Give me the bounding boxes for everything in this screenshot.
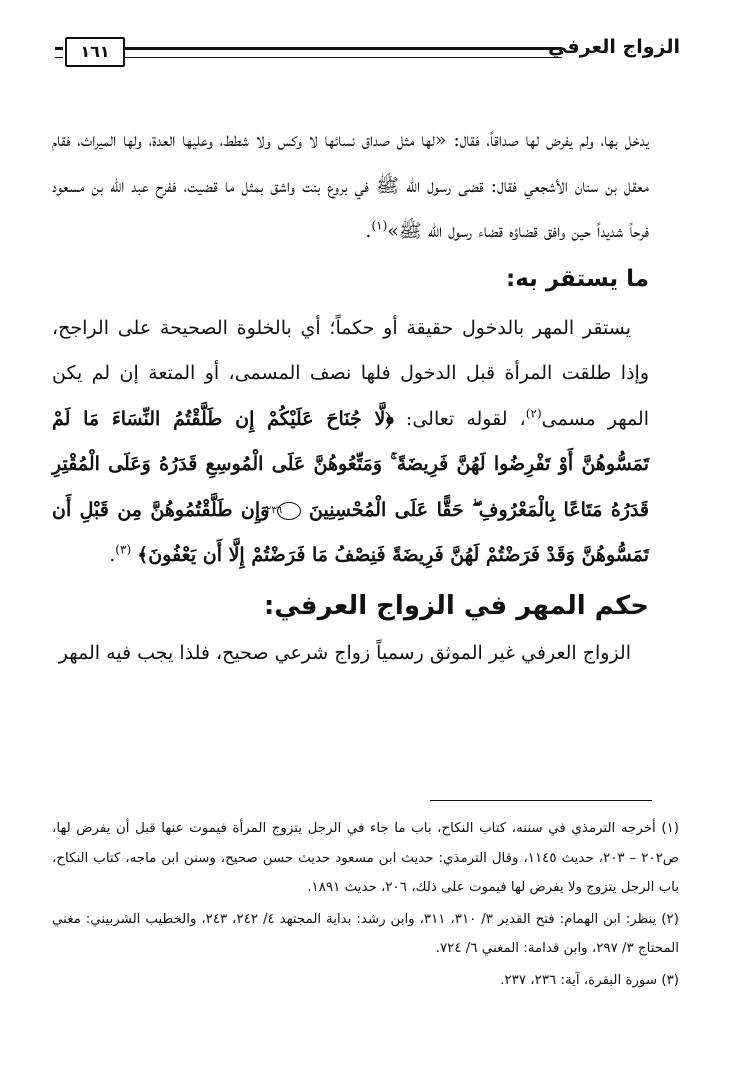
footnote-divider xyxy=(430,800,652,801)
paragraph-hadith: يدخل بها، ولم يفرض لها صداقاً، فقال: «لها مثل صداق نسائها لا وكس ولا شطط، وعليها العدة، ولها الميراث، فقام معقل بن سنان الأشجعي فقال: قضى رسول الله ﷺ في بروع بنت واشق بمثل ما قضيت، ففرح عبد الله بن مسعود فرحاً شديداً حين وافق قضاؤه قضاء رسول الله ﷺ»$^{(١)}$. xyxy=(52,129,649,242)
page-number: ١٦١ xyxy=(65,37,125,67)
footnote-3: (٣) سورة البقرة، آية: ٢٣٦، ٢٣٧. xyxy=(500,972,679,988)
header-rule xyxy=(123,47,562,58)
quran-verse-236: ﴿لَّا جُنَاحَ عَلَيْكُمْ إِن طَلَّقْتُمُ النِّسَاءَ مَا لَمْ تَمَسُّوهُنَّ أَوْ تَفْرِضُوا لَهُنَّ فَرِيضَةً ۚ وَمَتِّعُوهُنَّ عَلَى الْمُوسِعِ قَدَرُهُ وَعَلَى الْمُقْتِرِ قَدَرُهُ مَتَاعًا بِالْمَعْرُوفِ ۖ حَقًّا عَلَى الْمُحْسِنِينَ xyxy=(52,407,650,521)
running-header xyxy=(55,34,680,70)
paragraph-ruling: الزواج العرفي غير الموثق رسمياً زواج شرعي صحيح، فلذا يجب فيه المهر xyxy=(58,641,631,664)
footnote-ref-2[interactable]: (٢) xyxy=(525,406,542,421)
ayah-number-marker: ٢٣٦ xyxy=(277,502,301,520)
header-title: الزواج العرفي xyxy=(548,36,680,58)
quran-verse-237: وَإِن طَلَّقْتُمُوهُنَّ مِن قَبْلِ أَن تَمَسُّوهُنَّ وَقَدْ فَرَضْتُمْ لَهُنَّ فَرِيضَةً فَنِصْفُ مَا فَرَضْتُمْ إِلَّا أَن يَعْفُونَ﴾ xyxy=(52,498,649,566)
footnote-ref-3[interactable]: (٣) xyxy=(115,542,132,557)
paragraph-settlement: يستقر المهر بالدخول حقيقة أو حكماً؛ أي بالخلوة الصحيحة على الراجح، وإذا طلقت المرأة قبل الدخول فلها نصف المسمى، أو المتعة إن لم يكن المهر مسمى$^{(٢)}$، لقوله تعالى: ﴿لَّا جُنَاحَ عَلَيْكُمْ إِن طَلَّقْتُمُ النِّسَاءَ مَا لَمْ تَمَسُّوهُنَّ أَوْ تَفْرِضُوا لَهُنَّ فَرِيضَةً ۚ وَمَتِّعُوهُنَّ عَلَى الْمُوسِعِ قَدَرُهُ وَعَلَى الْمُقْتِرِ قَدَرُهُ مَتَاعًا بِالْمَعْرُوفِ ۖ حَقًّا عَلَى الْمُحْسِنِينَ ٢٣٦ وَإِن طَلَّقْتُمُوهُنَّ مِن قَبْلِ أَن تَمَسُّوهُنَّ وَقَدْ فَرَضْتُمْ لَهُنَّ فَرِيضَةً فَنِصْفُ مَا فَرَضْتُمْ إِلَّا أَن يَعْفُونَ﴾ $^{(٣)}$. xyxy=(52,316,650,566)
header-rule-end xyxy=(55,47,63,58)
section-heading-ruling: حكم المهر في الزواج العرفي: xyxy=(263,590,649,621)
main-text xyxy=(52,118,649,676)
footnote-1: (١) أخرجه الترمذي في سننه، كتاب النكاح، باب ما جاء في الرجل يتزوج المرأة فيموت عنها قبل أن يفرض لها، ص٢٠٢ – ٢٠٣، حديث ١١٤٥، وقال الترمذي: حديث ابن مسعود حديث حسن صحيح، وسنن ابن ماجه، كتاب النكاح، باب الرجل يتزوج ولا يفرض لها فيموت على ذلك، ٢٠٦، حديث ١٨٩١. xyxy=(52,821,679,895)
footnote-2: (٢) ينظر: ابن الهمام: فتح القدير ٣/ ٣١٠، ٣١١، وابن رشد: بداية المجتهد ٤/ ٢٤٢، ٢٤٣، والخطيب الشربيني: مغني المحتاج ٣/ ٢٩٧، وابن قدامة: المغني ٦/ ٧٢٤. xyxy=(52,911,679,956)
footnote-ref-1[interactable]: (١) xyxy=(371,218,388,233)
footnotes xyxy=(52,814,679,995)
section-heading-what-settles-it: ما يستقر به: xyxy=(506,265,649,292)
